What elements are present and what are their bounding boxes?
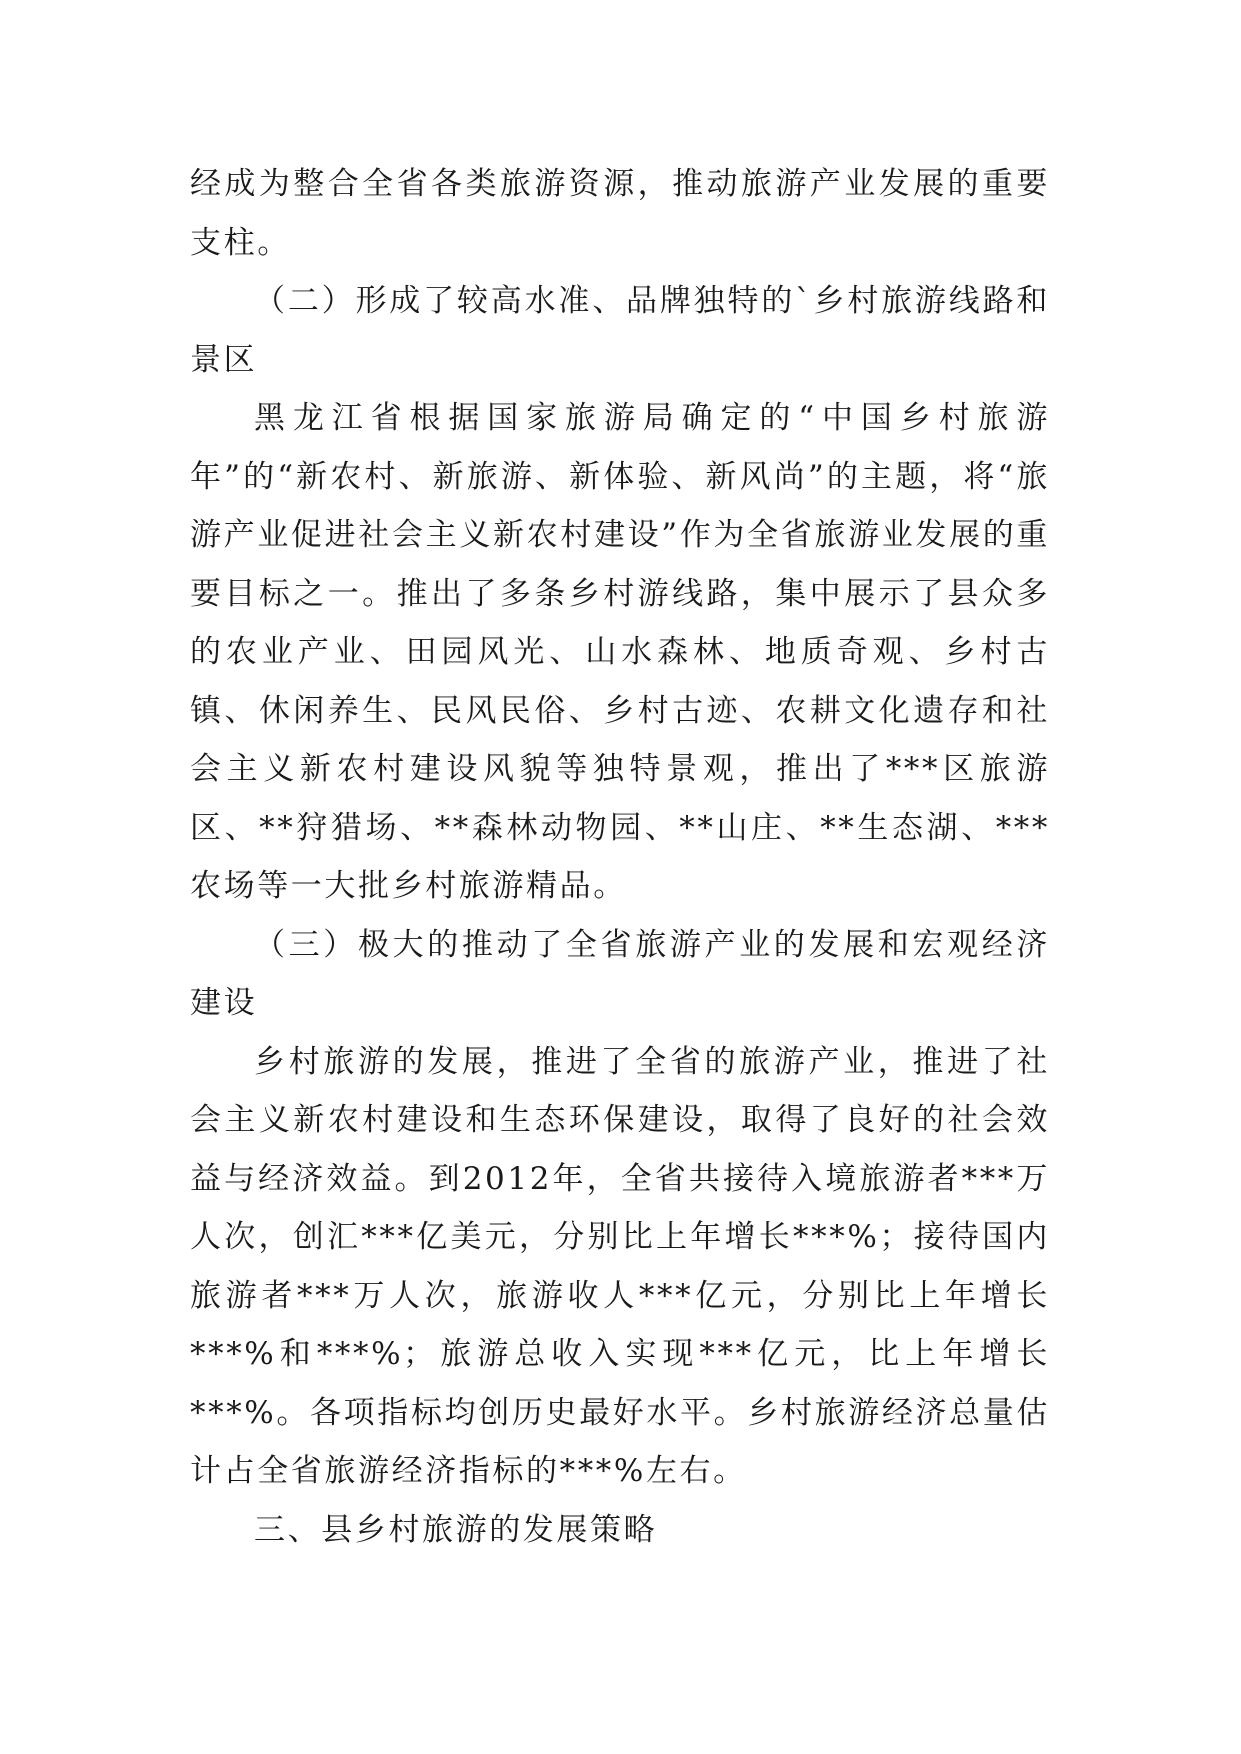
subheading-two: （二）形成了较高水准、品牌独特的`乡村旅游线路和景区 (190, 283, 1050, 378)
section-heading-three: 三、县乡村旅游的发展策略 (254, 1511, 658, 1548)
paragraph-body: 黑龙江省根据国家旅游局确定的“中国乡村旅游年”的“新农村、新旅游、新体验、新风尚”的主题，将“旅游产业促进社会主义新农村建设”作为全省旅游业发展的重要目标之一。推出了多条乡村游线路，集中展示了县众多的农业产业、田园风光、山水森林、地质奇观、乡村古镇、休闲养生、民风民俗、乡村古迹、农耕文化遗存和社会主义新农村建设风貌等独特景观，推出了***区旅游区、**狩猎场、**森林动物园、**山庄、**生态湖、***农场等一大批乡村旅游精品。 (190, 400, 1050, 904)
document-body (190, 155, 1050, 1559)
paragraph-body: 乡村旅游的发展，推进了全省的旅游产业，推进了社会主义新农村建设和生态环保建设，取得了良好的社会效益与经济效益。到2012年，全省共接待入境旅游者***万人次，创汇***亿美元，分别比上年增长***%；接待国内旅游者***万人次，旅游收人***亿元，分别比上年增长***%和***%；旅游总收入实现***亿元，比上年增长***%。各项指标均创历史最好水平。乡村旅游经济总量估计占全省旅游经济指标的***%左右。 (190, 1043, 1050, 1489)
subheading-three: （三）极大的推动了全省旅游产业的发展和宏观经济建设 (190, 926, 1050, 1021)
paragraph-continuation: 经成为整合全省各类旅游资源，推动旅游产业发展的重要支柱。 (190, 166, 1050, 261)
